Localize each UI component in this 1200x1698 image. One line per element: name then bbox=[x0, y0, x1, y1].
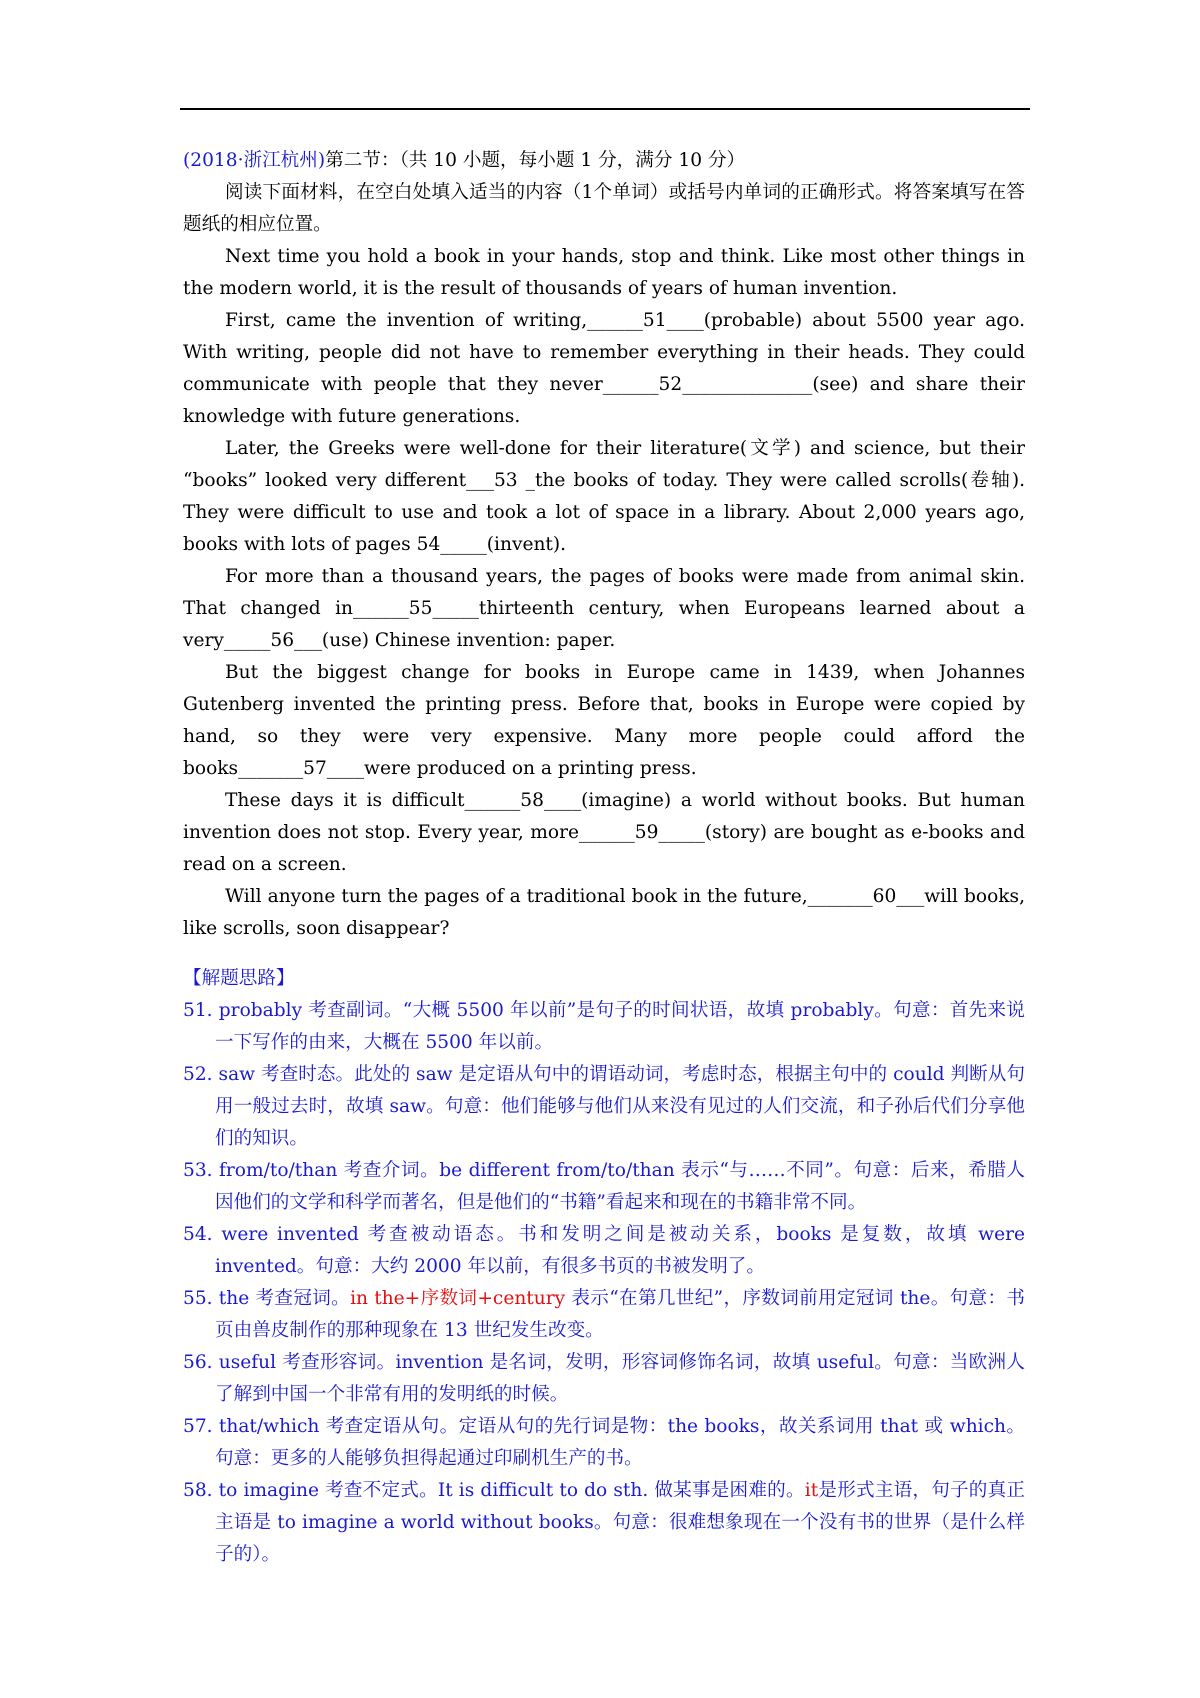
answer-51: 51. probably 考查副词。“大概 5500 年以前”是句子的时间状语，故填 probably。句意：首先来说一下写作的由来，大概在 5500 年以前。 bbox=[183, 1000, 1025, 1053]
answer-57: 57. that/which 考查定语从句。定语从句的先行词是物：the books，故关系词用 that 或 which。句意：更多的人能够负担得起通过印刷机生产的书。 bbox=[183, 1416, 1025, 1469]
answer-58-rest: 是形式主语，句子的真正主语是 to imagine a world without books。句意：很难想象现在一个没有书的世界（是什么样子的）。 bbox=[215, 1480, 1025, 1565]
source-tag: (2018·浙江杭州) bbox=[183, 150, 326, 171]
answer-54: 54. were invented 考查被动语态。书和发明之间是被动关系，books 是复数，故填 were invented。句意：大约 2000 年以前，有很多书页的书被发明了。 bbox=[183, 1224, 1025, 1277]
answer-55-text: 55. the 考查冠词。 bbox=[183, 1288, 351, 1309]
answer-58-text: 58. to imagine 考查不定式。It is difficult to do sth. 做某事是困难的。 bbox=[183, 1480, 805, 1501]
answer-52: 52. saw 考查时态。此处的 saw 是定语从句中的谓语动词，考虑时态，根据主句中的 could 判断从句用一般过去时，故填 saw。句意：他们能够与他们从来没有见过的人们交流，和子孙后代们分享他们的知识。 bbox=[183, 1064, 1025, 1149]
answer-53: 53. from/to/than 考查介词。be different from/to/than 表示“与……不同”。句意：后来，希腊人因他们的文学和科学而著名，但是他们的“书籍”看起来和现在的书籍非常不同。 bbox=[183, 1160, 1025, 1213]
answer-56: 56. useful 考查形容词。invention 是名词，发明，形容词修饰名词，故填 useful。句意：当欧洲人了解到中国一个非常有用的发明纸的时候。 bbox=[183, 1352, 1025, 1405]
passage-paragraph: These days it is difficult______58____(imagine) a world without books. But human invention does not stop. Every year, more______59_____(story) are bought as e-books and read on a screen. bbox=[183, 790, 1025, 875]
section-header bbox=[183, 145, 1025, 177]
answer-55 bbox=[183, 1283, 1025, 1347]
answer-58 bbox=[183, 1475, 1025, 1571]
passage-paragraph: But the biggest change for books in Europe came in 1439, when Johannes Gutenberg invented the printing press. Before that, books in Europe were copied by hand, so they were very expensive. Many more people could afford the books_______57____were produced on a printing press. bbox=[183, 662, 1025, 779]
instructions: 阅读下面材料，在空白处填入适当的内容（1个单词）或括号内单词的正确形式。将答案填写在答题纸的相应位置。 bbox=[183, 182, 1025, 235]
passage-paragraph: Next time you hold a book in your hands, stop and think. Like most other things in the modern world, it is the result of thousands of years of human invention. bbox=[183, 246, 1025, 299]
passage-paragraph: First, came the invention of writing,______51____(probable) about 5500 year ago. With writing, people did not have to remember everything in their heads. They could communicate with people that they never______52______________(see) and share their knowledge with future generations. bbox=[183, 310, 1025, 427]
section-title: 第二节：（共 10 小题，每小题 1 分，满分 10 分） bbox=[325, 150, 746, 171]
header-rule bbox=[180, 108, 1030, 110]
passage-paragraph: Later, the Greeks were well-done for their literature(文学) and science, but their “books” looked very different___53 _the books of today. They were called scrolls(卷轴). They were difficult to use and took a lot of space in a library. About 2,000 years ago, books with lots of pages 54_____(invent). bbox=[183, 438, 1025, 555]
answer-55-highlight: in the+序数词+century bbox=[350, 1288, 566, 1309]
passage-paragraph: Will anyone turn the pages of a traditional book in the future,_______60___will books, like scrolls, soon disappear? bbox=[183, 886, 1025, 939]
passage-paragraph: For more than a thousand years, the pages of books were made from animal skin. That changed in______55_____thirteenth century, when Europeans learned about a very_____56___(use) Chinese invention: paper. bbox=[183, 566, 1025, 651]
document-body bbox=[183, 145, 1025, 1571]
analysis-heading: 【解题思路】 bbox=[183, 968, 295, 989]
answer-58-highlight: it bbox=[804, 1480, 819, 1501]
answer-55-rest: 表示“在第几世纪”，序数词前用定冠词 the。句意：书页由兽皮制作的那种现象在 13 世纪发生改变。 bbox=[215, 1288, 1025, 1341]
